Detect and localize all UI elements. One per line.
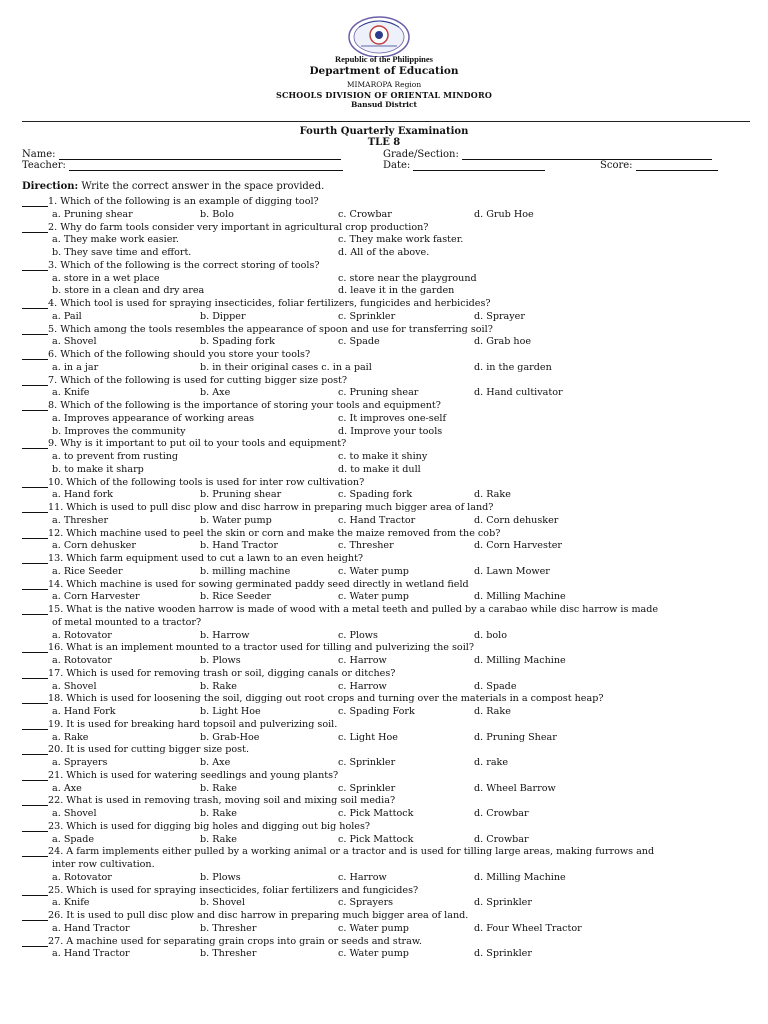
choice-18-1-2: b. Light Hoe <box>200 706 261 717</box>
choice-13-1-2: b. milling machine <box>200 565 291 577</box>
choice-23-1-4: d. Crowbar <box>474 833 529 845</box>
choice-4-1-1: a. Pail <box>52 310 82 322</box>
choice-21-1-4: d. Wheel Barrow <box>474 782 556 794</box>
choice-13-1-1: a. Rice Seeder <box>52 565 123 577</box>
question-text: 13. Which farm equipment used to cut a lawn to an even height? <box>48 553 364 564</box>
answer-blank[interactable] <box>22 937 48 947</box>
question-19 <box>22 719 337 730</box>
question-11 <box>22 502 493 513</box>
choice-4-1-4: d. Sprayer <box>474 310 525 322</box>
answer-blank[interactable] <box>22 197 48 207</box>
question-2 <box>22 222 428 233</box>
answer-blank[interactable] <box>22 745 48 755</box>
choice-17-1-3: c. Harrow <box>338 680 387 692</box>
answer-blank[interactable] <box>22 669 48 679</box>
question-24 <box>22 846 654 857</box>
answer-blank[interactable] <box>22 376 48 386</box>
answer-blank[interactable] <box>22 886 48 896</box>
choice-27-1-4: d. Sprinkler <box>474 948 532 960</box>
choice-7-1-2: b. Axe <box>200 387 231 399</box>
question-6 <box>22 349 310 360</box>
answer-blank[interactable] <box>22 503 48 513</box>
teacher-label: Teacher: <box>22 160 66 171</box>
question-text: 22. What is used in removing trash, moving soil and mixing soil media? <box>48 795 396 807</box>
choice-1-1-4: d. Grub Hoe <box>474 208 534 220</box>
choice-15-1-3: c. Plows <box>338 629 378 641</box>
header-district: Bansud District <box>350 100 418 109</box>
question-21 <box>22 770 338 781</box>
choice-14-1-1: a. Corn Harvester <box>52 591 140 603</box>
answer-blank[interactable] <box>22 847 48 857</box>
choice-24-1-4: d. Milling Machine <box>474 871 566 883</box>
choice-23-1-2: b. Rake <box>200 833 237 845</box>
question-5 <box>22 324 493 335</box>
score-field[interactable] <box>600 160 718 171</box>
question-text: 12. Which machine used to peel the skin or corn and make the maize removed from the cob? <box>48 527 501 539</box>
question-text: 9. Why is it important to put oil to your tools and equipment? <box>48 438 347 450</box>
question-25 <box>22 885 418 896</box>
name-blank[interactable] <box>59 150 341 160</box>
question-16 <box>22 642 474 653</box>
choice-22-1-1: a. Shovel <box>52 808 97 819</box>
question-9 <box>22 438 346 449</box>
header-department: Department of Education <box>309 65 459 77</box>
choice-26-1-4: d. Four Wheel Tractor <box>474 922 582 934</box>
choice-8-2-3: d. Improve your tools <box>338 425 443 437</box>
choice-10-1-2: b. Pruning shear <box>200 489 282 501</box>
answer-blank[interactable] <box>22 694 48 704</box>
choice-12-1-1: a. Corn dehusker <box>52 540 136 552</box>
choice-3-1-1: a. store in a wet place <box>52 272 160 284</box>
score-label: Score: <box>600 160 633 171</box>
answer-blank[interactable] <box>22 580 48 590</box>
answer-blank[interactable] <box>22 720 48 730</box>
answer-blank[interactable] <box>22 223 48 233</box>
choice-3-2-1: b. store in a clean and dry area <box>52 285 205 297</box>
answer-blank[interactable] <box>22 796 48 806</box>
question-text: 15. What is the native wooden harrow is made of wood with a metal teeth and pulled by a carabao while disc harrow is made <box>48 604 659 615</box>
header-divider <box>22 121 750 122</box>
choice-5-1-2: b. Spading fork <box>200 336 275 348</box>
choice-11-1-3: c. Hand Tractor <box>338 514 416 526</box>
choice-9-1-1: a. to prevent from rusting <box>52 451 179 462</box>
choice-9-2-1: b. to make it sharp <box>52 463 144 475</box>
choice-20-1-1: a. Sprayers <box>52 757 108 768</box>
choice-22-1-3: c. Pick Mattock <box>338 808 414 819</box>
date-label: Date: <box>383 160 411 171</box>
question-text: 16. What is an implement mounted to a tractor used for tilling and pulverizing the soil? <box>48 642 474 654</box>
answer-blank[interactable] <box>22 822 48 832</box>
exam-title: Fourth Quarterly Examination <box>299 126 469 137</box>
teacher-blank[interactable] <box>69 161 343 171</box>
choice-10-1-4: d. Rake <box>474 489 511 501</box>
choice-5-1-3: c. Spade <box>338 336 380 348</box>
choice-27-1-2: b. Thresher <box>200 948 257 960</box>
choice-13-1-4: d. Lawn Mower <box>474 565 550 577</box>
choice-4-1-3: c. Sprinkler <box>338 310 396 322</box>
date-blank[interactable] <box>413 161 545 171</box>
choice-6-1-1: a. in a jar <box>52 361 99 373</box>
choice-3-2-3: d. leave it in the garden <box>338 285 455 297</box>
choice-20-1-4: d. rake <box>474 757 509 768</box>
choice-26-1-2: b. Thresher <box>200 922 257 934</box>
question-14 <box>22 579 469 590</box>
choice-13-1-3: c. Water pump <box>338 565 409 577</box>
answer-blank[interactable] <box>22 605 48 615</box>
choice-17-1-1: a. Shovel <box>52 680 97 692</box>
question-text: 2. Why do farm tools consider very important in agricultural crop production? <box>48 221 429 233</box>
header-region: MIMAROPA Region <box>346 80 422 89</box>
question-text-continued: inter row cultivation. <box>52 859 155 870</box>
choice-3-1-3: c. store near the playground <box>338 272 477 284</box>
question-15 <box>22 604 658 615</box>
question-text: 19. It is used for breaking hard topsoil and pulverizing soil. <box>48 718 338 730</box>
choice-12-1-4: d. Corn Harvester <box>474 540 562 552</box>
grade-section-blank[interactable] <box>462 150 712 160</box>
question-8 <box>22 400 441 411</box>
choice-14-1-2: b. Rice Seeder <box>200 591 271 603</box>
score-blank[interactable] <box>636 161 718 171</box>
choice-1-1-2: b. Bolo <box>200 208 234 220</box>
question-text: 7. Which of the following is used for cutting bigger size post? <box>48 374 348 386</box>
choice-8-1-1: a. Improves appearance of working areas <box>52 412 255 424</box>
direction-text: Write the correct answer in the space provided. <box>78 181 325 192</box>
choice-12-1-3: c. Thresher <box>338 540 394 552</box>
grade-section-label: Grade/Section: <box>383 149 459 160</box>
choice-2-1-3: c. They make work faster. <box>338 234 464 246</box>
question-text-continued: of metal mounted to a tractor? <box>52 616 202 628</box>
choice-2-1-1: a. They make work easier. <box>52 234 179 246</box>
question-text: 8. Which of the following is the importance of storing your tools and equipment? <box>48 400 441 411</box>
answer-blank[interactable] <box>22 529 48 539</box>
choice-15-1-1: a. Rotovator <box>52 629 112 641</box>
choice-10-1-3: c. Spading fork <box>338 489 413 501</box>
question-text: 17. Which is used for removing trash or soil, digging canals or ditches? <box>48 667 396 679</box>
choice-25-1-3: c. Sprayers <box>338 897 394 909</box>
question-18 <box>22 693 604 704</box>
question-13 <box>22 553 363 564</box>
choice-5-1-4: d. Grab hoe <box>474 336 532 348</box>
question-text: 24. A farm implements either pulled by a working animal or a tractor and is used for tilling large areas, making furrows and <box>48 846 655 858</box>
choice-2-2-1: b. They save time and effort. <box>52 247 192 258</box>
choice-19-1-2: b. Grab-Hoe <box>200 731 260 743</box>
choice-16-1-4: d. Milling Machine <box>474 655 566 666</box>
choice-7-1-1: a. Knife <box>52 387 90 399</box>
choice-1-1-3: c. Crowbar <box>338 208 392 220</box>
choice-19-1-1: a. Rake <box>52 731 89 743</box>
choice-18-1-1: a. Hand Fork <box>52 706 116 717</box>
answer-blank[interactable] <box>22 439 48 449</box>
answer-blank[interactable] <box>22 350 48 360</box>
header-division: SCHOOLS DIVISION OF ORIENTAL MINDORO <box>275 90 492 100</box>
name-field[interactable] <box>22 149 341 160</box>
question-23 <box>22 821 370 832</box>
question-text: 27. A machine used for separating grain crops into grain or seeds and straw. <box>48 935 422 947</box>
choice-16-1-1: a. Rotovator <box>52 655 112 666</box>
question-text: 3. Which of the following is the correct storing of tools? <box>48 259 320 271</box>
question-text: 18. Which is used for loosening the soil, digging out root crops and turning over the materials in a compost heap? <box>48 693 604 705</box>
question-7 <box>22 375 347 386</box>
question-text: 1. Which of the following is an example of digging tool? <box>48 196 319 207</box>
question-text: 21. Which is used for watering seedlings and young plants? <box>48 769 339 781</box>
direction-label: Direction: <box>22 181 79 192</box>
choice-11-1-2: b. Water pump <box>200 514 272 526</box>
question-text: 25. Which is used for spraying insecticides, foliar fertilizers and fungicides? <box>48 884 419 896</box>
choice-26-1-3: c. Water pump <box>338 922 409 934</box>
choice-14-1-3: c. Water pump <box>338 591 409 603</box>
choice-25-1-2: b. Shovel <box>200 897 245 909</box>
choice-18-1-3: c. Spading Fork <box>338 706 415 717</box>
choice-24-1-3: c. Harrow <box>338 871 387 883</box>
date-field[interactable] <box>383 160 545 171</box>
choice-19-1-4: d. Pruning Shear <box>474 731 557 743</box>
choice-11-1-4: d. Corn dehusker <box>474 514 559 526</box>
question-text: 10. Which of the following tools is used for inter row cultivation? <box>48 476 365 488</box>
name-label: Name: <box>22 149 56 160</box>
choice-18-1-4: d. Rake <box>474 706 511 717</box>
answer-blank[interactable] <box>22 401 48 411</box>
question-12 <box>22 528 500 539</box>
choice-22-1-2: b. Rake <box>200 808 237 819</box>
question-text: 26. It is used to pull disc plow and disc harrow in preparing much bigger area of land. <box>48 910 469 921</box>
choice-17-1-2: b. Rake <box>200 680 237 692</box>
choice-23-1-3: c. Pick Mattock <box>338 833 414 845</box>
choice-19-1-3: c. Light Hoe <box>338 731 398 743</box>
question-text: 6. Which of the following should you store your tools? <box>48 349 311 360</box>
choice-1-1-1: a. Pruning shear <box>52 208 133 220</box>
choice-7-1-3: c. Pruning shear <box>338 387 419 399</box>
choice-27-1-1: a. Hand Tractor <box>52 948 130 960</box>
question-text: 11. Which is used to pull disc plow and disc harrow in preparing much bigger area of land? <box>48 502 494 513</box>
choice-4-1-2: b. Dipper <box>200 310 246 322</box>
choice-21-1-2: b. Rake <box>200 782 237 794</box>
question-text: 5. Which among the tools resembles the appearance of spoon and use for transferring soil? <box>48 323 493 335</box>
choice-7-1-4: d. Hand cultivator <box>474 387 563 399</box>
answer-blank[interactable] <box>22 325 48 335</box>
answer-blank[interactable] <box>22 911 48 921</box>
question-text: 14. Which machine is used for sowing germinated paddy seed directly in wetland field <box>48 578 469 590</box>
choice-5-1-1: a. Shovel <box>52 336 97 348</box>
answer-blank[interactable] <box>22 643 48 653</box>
choice-22-1-4: d. Crowbar <box>474 808 529 819</box>
choice-14-1-4: d. Milling Machine <box>474 591 566 603</box>
question-text: 20. It is used for cutting bigger size post. <box>48 744 250 756</box>
exam-subject: TLE 8 <box>367 137 401 148</box>
choice-15-1-4: d. bolo <box>474 629 508 641</box>
question-20 <box>22 744 249 755</box>
answer-blank[interactable] <box>22 771 48 781</box>
choice-15-1-2: b. Harrow <box>200 629 250 641</box>
question-17 <box>22 668 395 679</box>
choice-9-2-3: d. to make it dull <box>338 463 421 475</box>
choice-12-1-2: b. Hand Tractor <box>200 540 278 552</box>
choice-23-1-1: a. Spade <box>52 833 95 845</box>
choice-11-1-1: a. Thresher <box>52 514 109 526</box>
question-text: 4. Which tool is used for spraying insecticides, foliar fertilizers, fungicides and herbicides? <box>48 298 491 309</box>
grade-section-field[interactable] <box>383 149 712 160</box>
choice-8-1-3: c. It improves one-self <box>338 412 446 424</box>
choice-17-1-4: d. Spade <box>474 680 517 692</box>
answer-blank[interactable] <box>22 261 48 271</box>
choice-6-1-4: d. in the garden <box>474 361 552 373</box>
choice-27-1-3: c. Water pump <box>338 948 409 960</box>
question-3 <box>22 260 320 271</box>
choice-16-1-3: c. Harrow <box>338 655 387 666</box>
choice-24-1-2: b. Plows <box>200 871 241 883</box>
choice-9-1-3: c. to make it shiny <box>338 451 428 462</box>
question-27 <box>22 936 422 947</box>
choice-20-1-3: c. Sprinkler <box>338 757 396 768</box>
question-22 <box>22 795 395 806</box>
deped-seal-logo <box>345 13 413 57</box>
choice-26-1-1: a. Hand Tractor <box>52 922 130 934</box>
teacher-field[interactable] <box>22 160 343 171</box>
question-10 <box>22 477 364 488</box>
choice-25-1-4: d. Sprinkler <box>474 897 532 909</box>
choice-2-2-3: d. All of the above. <box>338 247 430 258</box>
choice-21-1-3: c. Sprinkler <box>338 782 396 794</box>
answer-blank[interactable] <box>22 299 48 309</box>
answer-blank[interactable] <box>22 554 48 564</box>
choice-20-1-2: b. Axe <box>200 757 231 768</box>
question-4 <box>22 298 491 309</box>
choice-8-2-1: b. Improves the community <box>52 425 186 437</box>
question-26 <box>22 910 468 921</box>
direction <box>22 181 324 192</box>
question-1 <box>22 196 319 207</box>
header-republic: Republic of the Philippines <box>334 54 433 64</box>
choice-21-1-1: a. Axe <box>52 782 82 794</box>
choice-25-1-1: a. Knife <box>52 897 90 909</box>
choice-24-1-1: a. Rotovator <box>52 871 112 883</box>
question-text: 23. Which is used for digging big holes and digging out big holes? <box>48 820 371 832</box>
answer-blank[interactable] <box>22 478 48 488</box>
choice-6-1-2: b. in their original cases c. in a pail <box>200 361 372 373</box>
choice-16-1-2: b. Plows <box>200 655 241 666</box>
choice-10-1-1: a. Hand fork <box>52 489 114 501</box>
